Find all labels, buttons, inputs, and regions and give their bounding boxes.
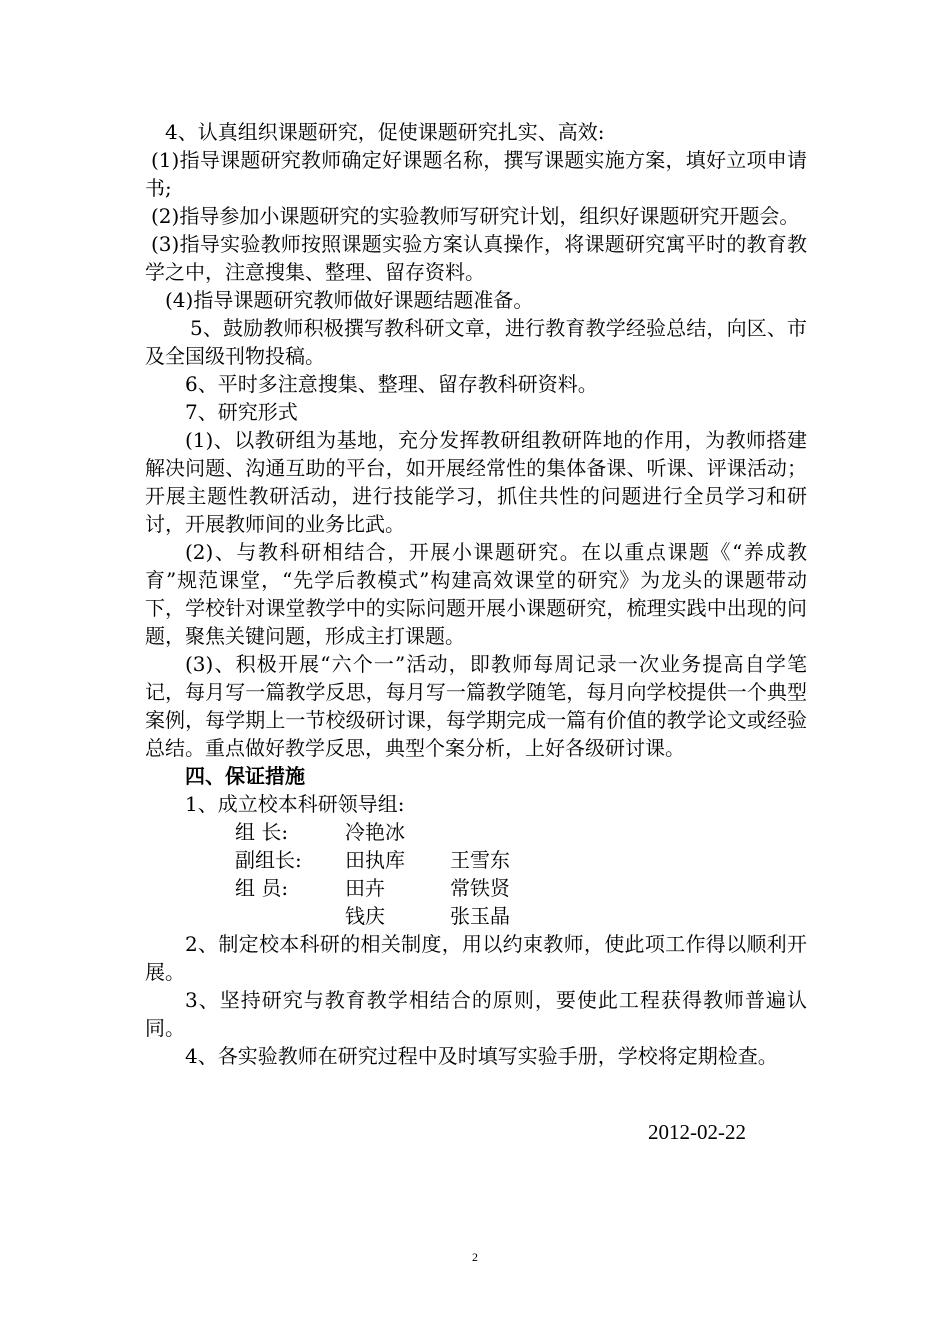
paragraph-item-5: 5、鼓励教师积极撰写教科研文章，进行教育教学经验总结，向区、市及全国级刊物投稿。	[145, 316, 807, 368]
leader-row	[145, 818, 807, 846]
paragraph-measure-3: 3、坚持研究与教育教学相结合的原则，要使此工程获得教师普遍认同。	[145, 988, 807, 1040]
member-row	[145, 874, 807, 902]
paragraph-measure-1: 1、成立校本科研领导组:	[185, 792, 405, 816]
document-date: 2012-02-22	[648, 1120, 746, 1144]
paragraph-item-7: 7、研究形式	[185, 400, 298, 424]
paragraph-sub-4: (4)指导课题研究教师做好课题结题准备。	[165, 288, 534, 312]
member-name: 田卉	[345, 876, 385, 900]
leadership-group	[145, 818, 807, 930]
document-body	[145, 118, 807, 1070]
leader-name: 冷艳冰	[345, 820, 405, 844]
paragraph-measure-4: 4、各实验教师在研究过程中及时填写实验手册，学校将定期检查。	[185, 1044, 778, 1068]
deputy-label: 副组长:	[235, 848, 302, 872]
paragraph-sub-3: (3)指导实验教师按照课题实验方案认真操作，将课题研究寓平时的教育教学之中，注意搜集、整理、留存资料。	[145, 232, 807, 284]
paragraph-sub-1: (1)指导课题研究教师确定好课题名称，撰写课题实施方案，填好立项申请书;	[145, 148, 807, 200]
page-number: 2	[472, 1250, 478, 1264]
member-row	[145, 902, 807, 930]
paragraph-form-1: (1)、以教研组为基地，充分发挥教研组教研阵地的作用，为教师搭建解决问题、沟通互助的平台，如开展经常性的集体备课、听课、评课活动；开展主题性教研活动，进行技能学习，抓住共性的问题进行全员学习和研讨，开展教师间的业务比武。	[145, 428, 807, 536]
member-label: 组 员:	[235, 876, 289, 900]
paragraph-item-6: 6、平时多注意搜集、整理、留存教科研资料。	[185, 372, 598, 396]
paragraph-form-3: (3)、积极开展“六个一”活动，即教师每周记录一次业务提高自学笔记，每月写一篇教学反思，每月写一篇教学随笔，每月向学校提供一个典型案例，每学期上一节校级研讨课，每学期完成一篇有价值的教学论文或经验总结。重点做好教学反思，典型个案分析，上好各级研讨课。	[145, 652, 807, 760]
paragraph-item-4: 4、认真组织课题研究，促使课题研究扎实、高效:	[165, 120, 605, 144]
deputy-name: 王雪东	[450, 848, 510, 872]
paragraph-measure-2: 2、制定校本科研的相关制度，用以约束教师，使此项工作得以顺利开展。	[145, 932, 807, 984]
deputy-row	[145, 846, 807, 874]
paragraph-sub-2: (2)指导参加小课题研究的实验教师写研究计划，组织好课题研究开题会。	[151, 204, 800, 228]
section-heading-4: 四、保证措施	[185, 764, 305, 788]
member-name: 张玉晶	[450, 904, 510, 928]
member-name: 钱庆	[345, 904, 385, 928]
paragraph-form-2: (2)、与教科研相结合，开展小课题研究。在以重点课题《“养成教育”规范课堂，“先学后教模式”构建高效课堂的研究》为龙头的课题带动下，学校针对课堂教学中的实际问题开展小课题研究，梳理实践中出现的问题，聚焦关键问题，形成主打课题。	[145, 540, 807, 648]
member-name: 常铁贤	[450, 876, 510, 900]
deputy-name: 田执库	[345, 848, 405, 872]
leader-label: 组 长:	[235, 820, 289, 844]
